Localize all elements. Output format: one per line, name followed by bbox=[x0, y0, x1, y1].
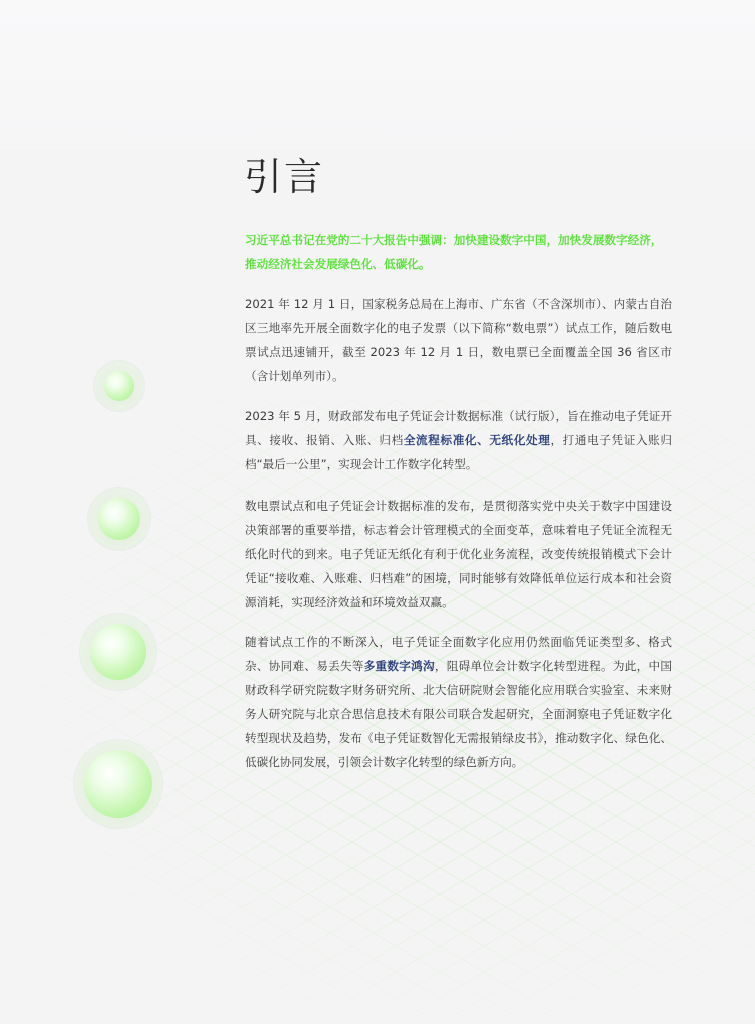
page-title: 引言 bbox=[244, 155, 325, 199]
text-segment: 2023 年 5 月，财政部发布电子凭证会计数据标准（试行版），旨在推动电子凭证开具、接收、报销、入账、归档 bbox=[245, 409, 672, 447]
text-segment: 随着试点工作的不断深入，电子凭证全面数字化应用仍然面临凭证类型多、格式杂、协同难、易丢失等 bbox=[245, 635, 672, 673]
decorative-orb-1 bbox=[104, 371, 134, 401]
paragraph-research-release bbox=[245, 630, 672, 774]
highlight-quote: 习近平总书记在党的二十大报告中强调：加快建设数字中国，加快发展数字经济，推动经济社会发展绿色化、低碳化。 bbox=[245, 233, 663, 271]
decorative-orb-4 bbox=[84, 750, 152, 818]
decorative-orb-2 bbox=[98, 498, 140, 540]
paragraph-digital-invoice-pilot: 2021 年 12 月 1 日，国家税务总局在上海市、广东省（不含深圳市）、内蒙古自治区三地率先开展全面数字化的电子发票（以下简称“数电票”）试点工作，随后数电票试点迅速铺开，截至 2023 年 12 月 1 日，数电票已全面覆盖全国 36 省区市（含计划单列市）。 bbox=[245, 297, 672, 383]
paragraph-paperless-significance: 数电票试点和电子凭证会计数据标准的发布，是贯彻落实党中央关于数字中国建设决策部署的重要举措，标志着会计管理模式的全面变革，意味着电子凭证全流程无纸化时代的到来。电子凭证无纸化有利于优化业务流程，改变传统报销模式下会计凭证“接收难、入账难、归档难”的困境，同时能够有效降低单位运行成本和社会资源消耗，实现经济效益和环境效益双赢。 bbox=[245, 499, 672, 609]
text-segment: ，阻碍单位会计数字化转型进程。为此，中国财政科学研究院数字财务研究所、北大信研院财会智能化应用联合实验室、未来财务人研究院与北京合思信息技术有限公司联合发起研究，全面洞察电子凭证数字化转型现状及趋势，发布《电子凭证数智化无需报销绿皮书》，推动数字化、绿色化、低碳化协同发展，引领会计数字化转型的绿色新方向。 bbox=[245, 659, 672, 769]
paragraph-accounting-standard bbox=[245, 404, 672, 476]
decorative-orb-3 bbox=[90, 624, 146, 680]
text-segment: ，打通电子凭证入账归档“最后一公里”，实现会计工作数字化转型。 bbox=[245, 433, 672, 471]
top-band bbox=[0, 0, 755, 150]
emphasis-text: 全流程标准化、无纸化处理 bbox=[403, 433, 551, 447]
emphasis-text: 多重数字鸿沟 bbox=[363, 659, 435, 673]
